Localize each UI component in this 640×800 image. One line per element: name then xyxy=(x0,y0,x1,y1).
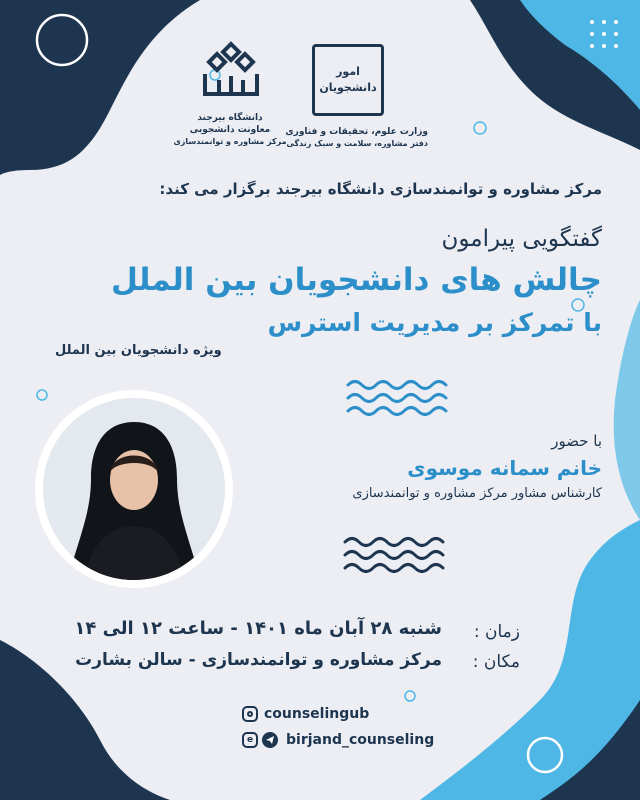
audience-label: ویژه دانشجویان بین الملل xyxy=(55,343,222,358)
messenger-handle[interactable] xyxy=(242,732,434,748)
event-subtitle: با تمرکز بر مدیریت استرس xyxy=(267,308,602,337)
topic-lead: گفتگویی پیرامون xyxy=(441,226,602,252)
ministry-mark: امور دانشجویان xyxy=(319,65,377,94)
speaker-role: کارشناس مشاور مرکز مشاوره و توانمندسازی xyxy=(352,486,602,501)
university-name: دانشگاه بیرجند xyxy=(197,113,263,123)
place-value: مرکز مشاوره و توانمندسازی - سالن بشارت xyxy=(75,650,442,670)
instagram-handle[interactable] xyxy=(242,706,369,722)
ministry-sub: دفتر مشاوره، سلامت و سبک زندگی xyxy=(286,139,428,148)
speaker-name: خانم سمانه موسوی xyxy=(407,456,602,480)
speaker-with-label: با حضور xyxy=(551,432,602,450)
university-dept: معاونت دانشجویی xyxy=(189,125,271,135)
university-logo xyxy=(195,40,267,100)
ministry-name: وزارت علوم، تحقیقات و فناوری xyxy=(285,127,428,137)
speaker-photo xyxy=(35,390,233,588)
instagram-handle-text: counselingub xyxy=(264,706,370,722)
ministry-logo xyxy=(312,44,384,116)
time-label: زمان : xyxy=(473,622,520,642)
messenger-handle-text: birjand_counseling xyxy=(286,732,435,748)
speaker-portrait-icon xyxy=(43,398,225,580)
instagram-icon xyxy=(242,706,258,722)
intro-text: مرکز مشاوره و توانمندسازی دانشگاه بیرجند برگزار می کند: xyxy=(159,180,602,198)
eitaa-icon: e xyxy=(242,732,258,748)
time-value: شنبه ۲۸ آبان ماه ۱۴۰۱ - ساعت ۱۲ الی ۱۴ xyxy=(74,618,442,639)
place-label: مکان : xyxy=(472,652,520,672)
event-title: چالش های دانشجویان بین الملل xyxy=(111,262,602,298)
telegram-icon xyxy=(262,732,278,748)
university-sub: مرکز مشاوره و توانمندسازی xyxy=(173,137,287,146)
